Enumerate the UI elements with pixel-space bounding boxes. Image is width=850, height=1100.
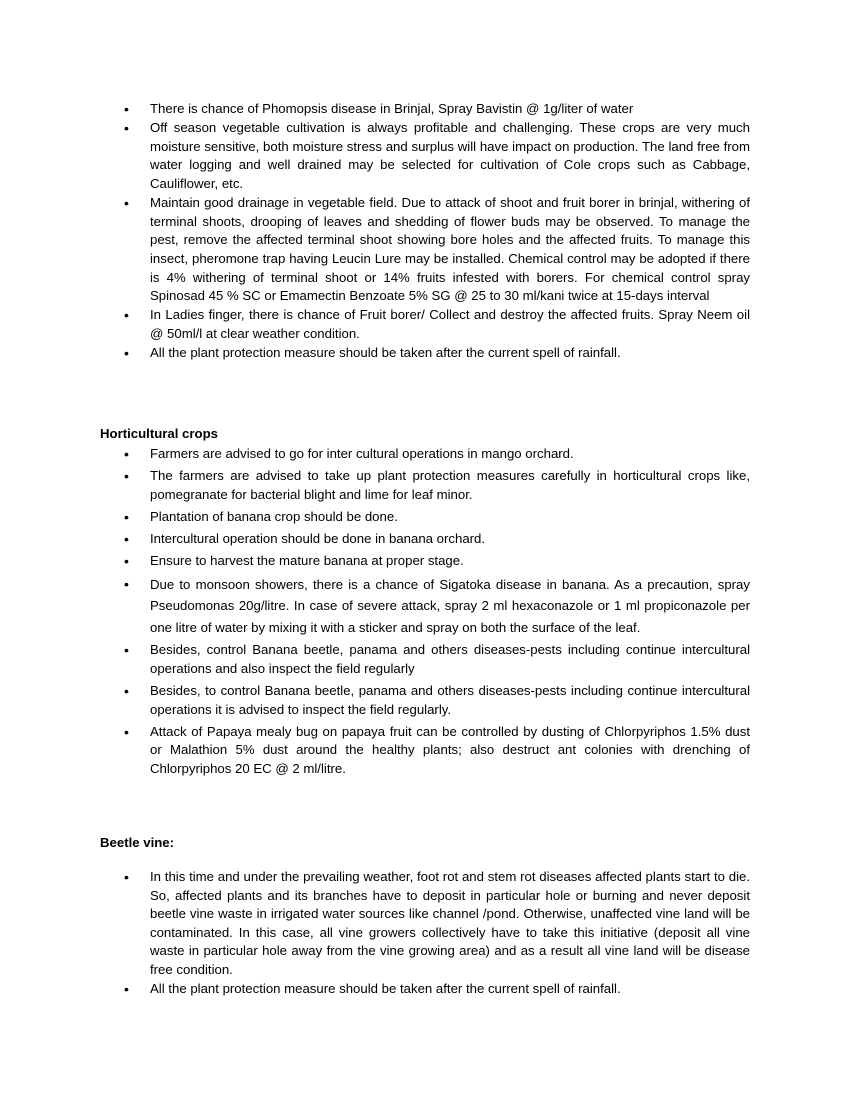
list-item: • Farmers are advised to go for inter cultural operations in mango orchard. xyxy=(124,445,750,464)
list-item: • Ensure to harvest the mature banana at proper stage. xyxy=(124,552,750,571)
list-item: • Intercultural operation should be done in banana orchard. xyxy=(124,530,750,549)
list-item: • There is chance of Phomopsis disease in Brinjal, Spray Bavistin @ 1g/liter of water xyxy=(124,100,750,119)
list-item: • Plantation of banana crop should be done. xyxy=(124,508,750,527)
vegetable-advisory-list xyxy=(124,100,750,363)
list-item: • In Ladies finger, there is chance of Fruit borer/ Collect and destroy the affected fruits. Spray Neem oil @ 50ml/l at clear weather condition. xyxy=(124,306,750,343)
list-item: • Maintain good drainage in vegetable field. Due to attack of shoot and fruit borer in brinjal, withering of terminal shoots, drooping of leaves and shedding of flower buds may be observed. To manage the pest, remove the affected terminal shoot showing bore holes and the affected fruits. To manage this insect, pheromone trap having Leucin Lure may be installed. Chemical control may be adopted if there is 4% withering of terminal shoot or 14% fruits infested with borers. For chemical control spray Spinosad 45 % SC or Emamectin Benzoate 5% SG @ 25 to 30 ml/kani twice at 15-days interval xyxy=(124,194,750,306)
list-item: • Attack of Papaya mealy bug on papaya fruit can be controlled by dusting of Chlorpyriphos 1.5% dust or Malathion 5% dust around the healthy plants; also destruct ant colonies with drenching of Chlorpyriphos 20 EC @ 2 ml/litre. xyxy=(124,723,750,779)
horticultural-advisory-list xyxy=(124,445,750,782)
list-item: • Due to monsoon showers, there is a chance of Sigatoka disease in banana. As a precaution, spray Pseudomonas 20g/litre. In case of severe attack, spray 2 ml hexaconazole or 1 ml propiconazole per one litre of water by mixing it with a sticker and spray on both the surface of the leaf. xyxy=(124,574,750,639)
beetle-vine-advisory-list xyxy=(124,868,750,999)
list-item: • All the plant protection measure should be taken after the current spell of rainfall. xyxy=(124,980,750,999)
list-item: • Besides, control Banana beetle, panama and others diseases-pests including continue intercultural operations and also inspect the field regularly xyxy=(124,641,750,678)
section-heading-horticultural-crops: Horticultural crops xyxy=(100,426,218,441)
list-item: • Besides, to control Banana beetle, panama and others diseases-pests including continue intercultural operations it is advised to inspect the field regularly. xyxy=(124,682,750,719)
section-heading-beetle-vine: Beetle vine: xyxy=(100,835,175,850)
list-item: • Off season vegetable cultivation is always profitable and challenging. These crops are very much moisture sensitive, both moisture stress and surplus will have impact on production. The land free from water logging and well drained may be selected for cultivation of Cole crops such as Cabbage, Cauliflower, etc. xyxy=(124,119,750,193)
list-item: • In this time and under the prevailing weather, foot rot and stem rot diseases affected plants start to die. So, affected plants and its branches have to deposit in particular hole or burning and never deposit beetle vine waste in irrigated water sources like channel /pond. Otherwise, unaffected vine land will be contaminated. In this case, all vine growers collectively have to take this initiative (deposit all vine waste in particular hole away from the vine growing area) and as a result all vine land will be disease free condition. xyxy=(124,868,750,980)
list-item: • All the plant protection measure should be taken after the current spell of rainfall. xyxy=(124,344,750,363)
list-item: • The farmers are advised to take up plant protection measures carefully in horticultural crops like, pomegranate for bacterial blight and lime for leaf minor. xyxy=(124,467,750,504)
